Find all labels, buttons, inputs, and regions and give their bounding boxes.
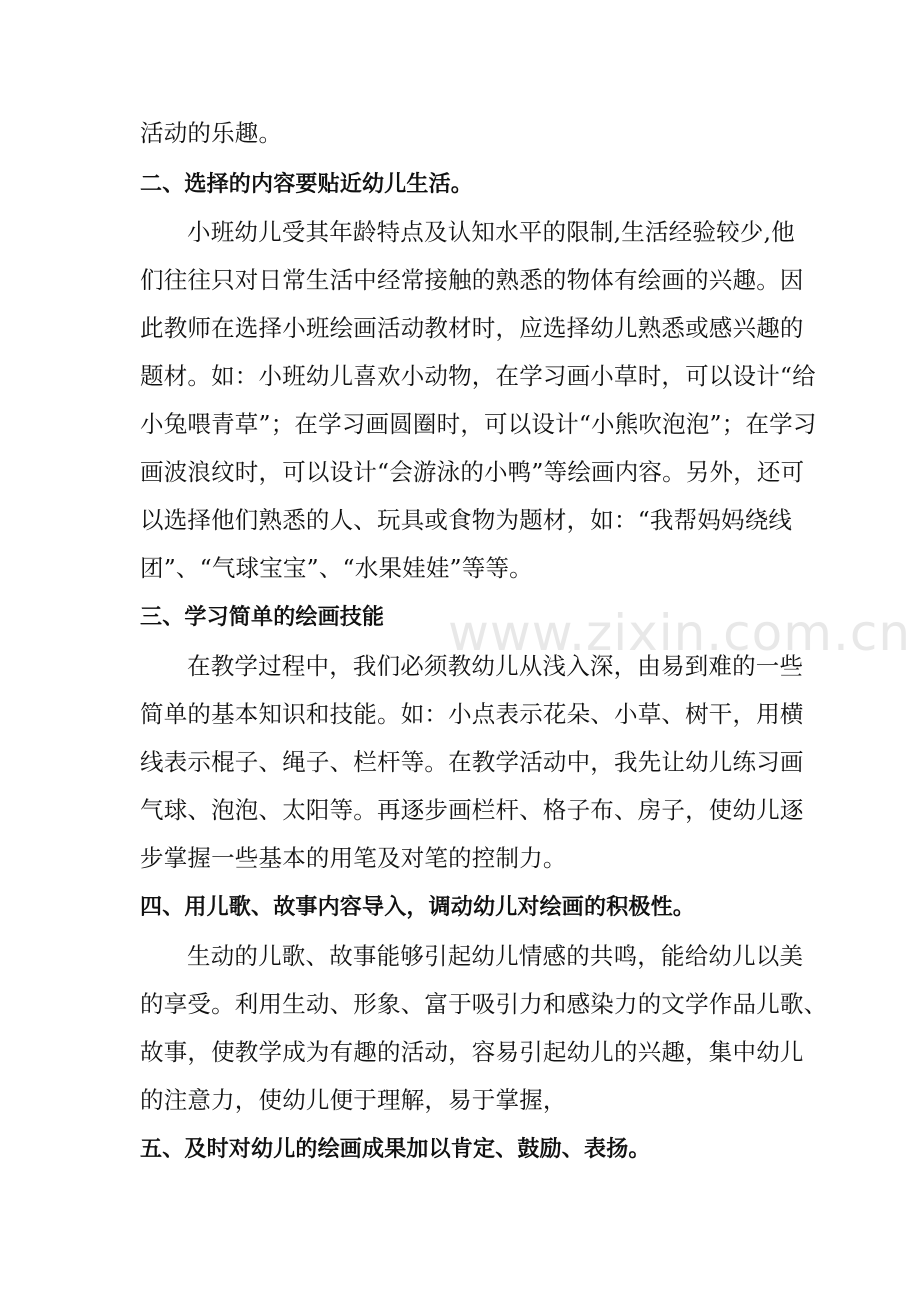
watermark: www.zixin.com.cn	[448, 604, 912, 662]
paragraph-line: 步掌握一些基本的用笔及对笔的控制力。	[140, 844, 567, 872]
paragraph-line: 简单的基本知识和技能。如：小点表示花朵、小草、树干，用横	[140, 700, 804, 728]
section-heading-4: 四、用儿歌、故事内容导入，调动幼儿对绘画的积极性。	[140, 895, 696, 920]
body-text-line: 活动的乐趣。	[140, 119, 283, 147]
paragraph-line: 故事，使教学成为有趣的活动，容易引起幼儿的兴趣，集中幼儿	[140, 1038, 804, 1066]
paragraph-line: 的注意力，使幼儿便于理解，易于掌握，	[140, 1086, 567, 1114]
paragraph-line: 团”、“气球宝宝”、“水果娃娃”等等。	[140, 554, 533, 582]
section-heading-3: 三、学习简单的绘画技能	[140, 605, 385, 630]
paragraph-line: 以选择他们熟悉的人、玩具或食物为题材，如：“我帮妈妈绕线	[140, 506, 793, 534]
paragraph-line: 生动的儿歌、故事能够引起幼儿情感的共鸣，能给幼儿以美	[187, 942, 804, 970]
paragraph-line: 小兔喂青草”；在学习画圆圈时，可以设计“小熊吹泡泡”；在学习	[140, 410, 817, 438]
paragraph-line: 此教师在选择小班绘画活动教材时，应选择幼儿熟悉或感兴趣的	[140, 314, 804, 342]
paragraph-line: 画波浪纹时，可以设计“会游泳的小鸭”等绘画内容。另外，还可	[140, 458, 805, 486]
paragraph-line: 们往往只对日常生活中经常接触的熟悉的物体有绘画的兴趣。因	[140, 266, 804, 294]
section-heading-2: 二、选择的内容要贴近幼儿生活。	[140, 172, 474, 197]
paragraph-line: 在教学过程中，我们必须教幼儿从浅入深，由易到难的一些	[187, 652, 804, 680]
paragraph-line: 的享受。利用生动、形象、富于吸引力和感染力的文学作品儿歌、	[140, 990, 828, 1018]
paragraph-line: 线表示棍子、绳子、栏杆等。在教学活动中，我先让幼儿练习画	[140, 748, 804, 776]
section-heading-5: 五、及时对幼儿的绘画成果加以肯定、鼓励、表扬。	[140, 1137, 651, 1162]
paragraph-line: 气球、泡泡、太阳等。再逐步画栏杆、格子布、房子，使幼儿逐	[140, 796, 804, 824]
paragraph-line: 小班幼儿受其年龄特点及认知水平的限制,生活经验较少,他	[187, 218, 795, 246]
paragraph-line: 题材。如：小班幼儿喜欢小动物，在学习画小草时，可以设计“给	[140, 362, 816, 390]
